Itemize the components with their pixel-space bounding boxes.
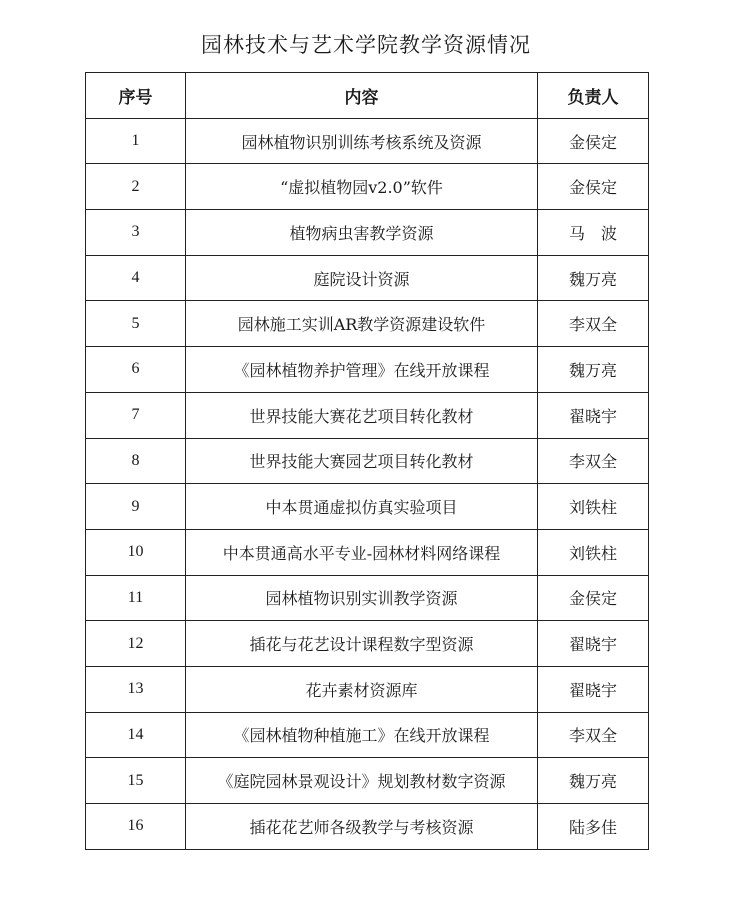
- table-row: [86, 484, 649, 530]
- cell-content: 园林植物识别训练考核系统及资源: [186, 118, 538, 164]
- cell-no: 16: [86, 804, 186, 850]
- table-body: [86, 118, 649, 849]
- cell-no: 6: [86, 347, 186, 393]
- cell-content: 《园林植物种植施工》在线开放课程: [186, 712, 538, 758]
- cell-no: 7: [86, 392, 186, 438]
- cell-content: 庭院设计资源: [186, 255, 538, 301]
- cell-owner: 金侯定: [538, 575, 649, 621]
- cell-no: 9: [86, 484, 186, 530]
- cell-content: 植物病虫害教学资源: [186, 210, 538, 256]
- resource-table: [85, 72, 649, 850]
- cell-owner: 魏万亮: [538, 758, 649, 804]
- cell-owner: 李双全: [538, 712, 649, 758]
- table-row: [86, 118, 649, 164]
- table-row: [86, 712, 649, 758]
- cell-no: 11: [86, 575, 186, 621]
- cell-owner: 刘铁柱: [538, 529, 649, 575]
- table-row: [86, 666, 649, 712]
- cell-no: 2: [86, 164, 186, 210]
- cell-no: 3: [86, 210, 186, 256]
- cell-no: 1: [86, 118, 186, 164]
- cell-owner: 魏万亮: [538, 255, 649, 301]
- header-owner: 负责人: [538, 73, 649, 119]
- cell-owner: 李双全: [538, 301, 649, 347]
- cell-owner: 李双全: [538, 438, 649, 484]
- cell-no: 10: [86, 529, 186, 575]
- cell-owner: 金侯定: [538, 164, 649, 210]
- cell-owner: 翟晓宇: [538, 666, 649, 712]
- table-row: [86, 347, 649, 393]
- table-row: [86, 301, 649, 347]
- table-row: [86, 164, 649, 210]
- table-row: [86, 210, 649, 256]
- table-header: [86, 73, 649, 119]
- cell-no: 15: [86, 758, 186, 804]
- cell-content: 花卉素材资源库: [186, 666, 538, 712]
- cell-content: 中本贯通高水平专业-园林材料网络课程: [186, 529, 538, 575]
- table-row: [86, 392, 649, 438]
- cell-content: 园林植物识别实训教学资源: [186, 575, 538, 621]
- cell-content: “虚拟植物园v2.0”软件: [186, 164, 538, 210]
- cell-owner: 金侯定: [538, 118, 649, 164]
- cell-owner: 翟晓宇: [538, 621, 649, 667]
- cell-content: 中本贯通虚拟仿真实验项目: [186, 484, 538, 530]
- cell-owner: 陆多佳: [538, 804, 649, 850]
- cell-content: 插花与花艺设计课程数字型资源: [186, 621, 538, 667]
- table-row: [86, 575, 649, 621]
- cell-owner: 刘铁柱: [538, 484, 649, 530]
- document-title: 园林技术与艺术学院教学资源情况: [201, 33, 531, 57]
- cell-no: 13: [86, 666, 186, 712]
- table-row: [86, 529, 649, 575]
- table-row: [86, 804, 649, 850]
- cell-no: 5: [86, 301, 186, 347]
- cell-no: 12: [86, 621, 186, 667]
- cell-content: 园林施工实训AR教学资源建设软件: [186, 301, 538, 347]
- cell-content: 世界技能大赛花艺项目转化教材: [186, 392, 538, 438]
- cell-content: 世界技能大赛园艺项目转化教材: [186, 438, 538, 484]
- cell-owner: 马 波: [538, 210, 649, 256]
- cell-content: 《庭院园林景观设计》规划教材数字资源: [186, 758, 538, 804]
- cell-owner: 翟晓宇: [538, 392, 649, 438]
- cell-owner: 魏万亮: [538, 347, 649, 393]
- cell-content: 插花花艺师各级教学与考核资源: [186, 804, 538, 850]
- header-no: 序号: [86, 73, 186, 119]
- table-row: [86, 621, 649, 667]
- header-row: [86, 73, 649, 119]
- cell-no: 8: [86, 438, 186, 484]
- cell-no: 4: [86, 255, 186, 301]
- table-row: [86, 255, 649, 301]
- cell-content: 《园林植物养护管理》在线开放课程: [186, 347, 538, 393]
- table-row: [86, 758, 649, 804]
- cell-no: 14: [86, 712, 186, 758]
- header-content: 内容: [186, 73, 538, 119]
- table-row: [86, 438, 649, 484]
